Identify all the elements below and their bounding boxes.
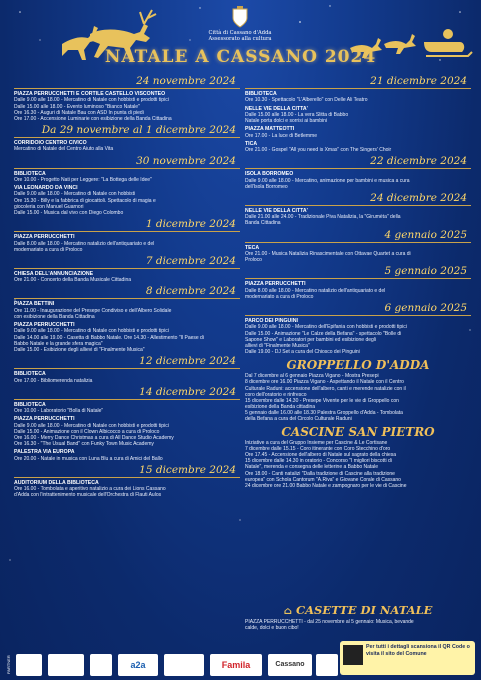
groppello-title: GROPPELLO D'ADDA	[286, 358, 430, 373]
event-line: Ore 20.00 - Natale in musica con Luna Blu a cura di Amici del Ballo	[14, 455, 163, 462]
city-line1: Città di Cassano d'Adda	[208, 30, 272, 36]
event-line: Ore 17.00 - La luce di Betlemme	[245, 132, 317, 139]
event-line: Ore 15.30 - Billy e la fabbrica di giocattoli. Spettacolo di magia e	[14, 197, 156, 204]
day-section	[14, 386, 240, 462]
venue-name: PIAZZA BETTINI	[14, 301, 55, 308]
day-section	[14, 218, 240, 253]
event-line: Ore 17.00 - Bibliomerenda natalizia	[14, 377, 93, 384]
date-heading: 30 novembre 2024	[14, 155, 240, 169]
venue-name: PIAZZA PERRUCCHETTI	[14, 322, 75, 329]
event-line: d'Adda con l'intrattenimento musicale dell'Orchestra di Flauti Aulos	[14, 492, 162, 499]
event-line: Dalle 8.00 alle 18.00 - Mercatino natalizio dell'antiquariato e del	[245, 287, 386, 294]
groppello-line: coro dell'oratorio e rinfresco	[245, 391, 307, 398]
sponsor-logo	[164, 654, 204, 676]
venue-name: BIBLIOTECA	[14, 170, 46, 177]
day-section	[245, 75, 471, 153]
cascine-line: Natale", merenda e consegna delle letterine a Babbo Natale	[245, 464, 378, 471]
venue-name: BIBLIOTECA	[14, 371, 46, 378]
event-line: Ore 16.30 - "The Usual Band" con Funky Town Music Academy	[14, 441, 154, 448]
venue-name: AUDITORIUM DELLA BIBLIOTECA	[14, 479, 99, 486]
date-heading: 1 dicembre 2024	[14, 218, 240, 232]
date-heading: 7 dicembre 2024	[14, 255, 240, 269]
event-line: Dalle 15.00 - Animazione con il Clown Albicocco a cura di Proloco	[14, 428, 160, 435]
event-line: Dalle 19.00 - DJ Set a cura del Chiosco dei Pinguini	[245, 349, 360, 356]
cascine-title: CASCINE SAN PIETRO	[281, 425, 435, 440]
header	[0, 0, 481, 74]
date-heading: 14 dicembre 2024	[14, 386, 240, 400]
event-line: Mercatino di Natale del Centro Aiuto alla Vita	[14, 146, 114, 153]
sponsor-logo	[16, 654, 42, 676]
venue-name: NELLE VIE DELLA CITTA'	[245, 105, 308, 112]
event-line: Ore 10.00 - Laboratorio "Bolla di Natale"	[14, 408, 104, 415]
venue-name: ISOLA BORROMEO	[245, 171, 294, 178]
event-line: Banda Cittadina	[245, 220, 281, 227]
sponsor-a2a: a2a	[118, 654, 158, 676]
event-line: Dalle 8.00 alle 18.00 - Mercatino natalizio dell'antiquariato e del	[14, 240, 155, 247]
event-line: Dalle 15.00 alle 18.00 - Evento luminoso "Bianco Natale"	[14, 103, 140, 110]
date-heading: 12 dicembre 2024	[14, 355, 240, 369]
event-line: Dalle 21.00 alle 24.00 - Tradizionale Piva Natalizia, la "Girumèta" della	[245, 214, 401, 221]
date-heading: Da 29 novembre al 1 dicembre 2024	[14, 124, 240, 138]
event-line: Natale porta dolci e sorrisi ai bambini	[245, 118, 327, 124]
day-section	[14, 355, 240, 384]
day-section	[14, 75, 240, 122]
event-line: Dalle 15.00 - Esibizione degli allievi di "Finalmente Musica"	[14, 347, 145, 354]
day-section	[14, 255, 240, 284]
venue-name: BIBLIOTECA	[245, 91, 277, 97]
date-heading: 6 gennaio 2025	[245, 302, 471, 316]
city-name	[200, 30, 280, 42]
venue-name: PALESTRA VIA EUROPA	[14, 449, 75, 456]
casette-title-text: CASETTE DI NATALE	[295, 603, 433, 617]
date-heading: 24 novembre 2024	[14, 75, 240, 89]
event-line: Ore 21.00 - Concerto della Banda Musicale Cittadina	[14, 277, 132, 284]
event-line: allievi di "Finalmente Musica"	[245, 342, 310, 349]
event-line: Ore 16.00 - Merry Dance Christmas a cura di All Dance Studio Academy	[14, 434, 174, 441]
date-heading: 21 dicembre 2024	[245, 75, 471, 89]
groppello-line: della Befana a cura del Circolo Culturale Raduni	[245, 415, 352, 422]
day-section	[245, 155, 471, 190]
venue-name: PARCO DEI PINGUINI	[245, 318, 298, 325]
qr-info-box[interactable]	[340, 641, 475, 675]
qr-code[interactable]	[343, 645, 363, 665]
event-line: Dalle 9.00 alle 18.00 - Mercatino dell'Epifania con hobbisti e prodotti tipici	[245, 324, 407, 331]
day-section	[14, 285, 240, 353]
date-heading: 15 dicembre 2024	[14, 464, 240, 478]
venue-name: VIA LEONARDO DA VINCI	[14, 185, 78, 192]
event-line: Dalle 9.00 alle 18.00 - Mercatino di Natale con hobbisti e prodotti tipici	[14, 328, 169, 335]
page-title: NATALE A CASSANO 2024	[104, 47, 377, 67]
event-line: Dalle 9.00 alle 18.00 - Mercatino di Natale con hobbisti e prodotti tipici	[14, 422, 169, 429]
date-heading: 24 dicembre 2024	[245, 192, 471, 206]
day-section	[245, 192, 471, 227]
cascine-line: 24 dicembre ore 21.00 Babbo Natale e zampognaro per le vie di Cascine	[245, 482, 407, 489]
day-section	[245, 265, 471, 300]
venue-name: TICA	[245, 140, 258, 147]
event-line: Ore 10.30 - Spettacolo "L'Alberello" con Delle Ali Teatro	[245, 97, 368, 104]
event-line: Ore 16.30 - Auguri di Natale Bau con ASD In punta di piedi	[14, 109, 144, 116]
event-line: Dalle 15.00 alle 18.00 - La vera Slitta di Babbo	[245, 111, 349, 118]
venue-name: CORRIDOIO CENTRO CIVICO	[14, 140, 87, 147]
sponsor-cassano: Cassano	[268, 654, 312, 676]
day-section	[14, 124, 240, 153]
sponsor-logo	[316, 654, 338, 676]
cascine-line: Iniziative a cura del Gruppo Insieme per Cascine & Le Cortisane	[245, 440, 388, 447]
date-heading: 5 gennaio 2025	[245, 265, 471, 279]
casette-section	[245, 603, 471, 631]
event-line: dell'Isola Borromeo	[245, 183, 288, 190]
qr-text: Per tutti i dettagli scansiona il QR Code o visita il sito del Comune	[366, 644, 470, 657]
house-icon: ⌂	[283, 606, 292, 617]
event-line: Proloco	[245, 257, 262, 264]
event-line: giocoleria con Manuel Guarnori	[14, 203, 84, 210]
venue-name: PIAZZA PERRUCCHETTI	[14, 416, 75, 423]
sponsor-logo	[90, 654, 112, 676]
day-section	[14, 464, 240, 499]
day-section	[245, 229, 471, 264]
casette-line2: calde, dolci e buon cibo!	[245, 625, 299, 632]
date-heading: 4 gennaio 2025	[245, 229, 471, 243]
cascine-line: 15 dicembre dalle 14.30 in oratorio - Concorso "I migliori biscotti di	[245, 458, 392, 465]
right-column	[245, 75, 471, 489]
cascine-line: Ore 18.00 - Canti natalizi "Dalla tradizione di Cascine alla tradizione	[245, 470, 395, 477]
event-line: modernariato a cura di Proloco	[245, 293, 314, 300]
groppello-line: Culturale Raduni: accensione dell'albero, canti e merende natalizie con il	[245, 385, 406, 392]
casette-title	[245, 603, 471, 617]
event-line: Ore 21.00 - Gospel "All you need is Xmas" con The Singers' Choir	[245, 147, 392, 153]
date-heading: 8 dicembre 2024	[14, 285, 240, 299]
sponsors-bar	[4, 650, 340, 678]
day-section	[14, 155, 240, 217]
venue-name: NELLE VIE DELLA CITTA'	[245, 207, 308, 214]
event-line: Babbo Natale e la grande sfera magica"	[14, 340, 103, 347]
groppello-line: Dal 7 dicembre al 6 gennaio Piazza Vigano - Mostra Presepi	[245, 373, 379, 380]
event-line: Ore 11.00 - Inaugurazione del Presepe Condiviso e dell'Albero Solidale	[14, 307, 172, 314]
event-line: Dalle 9.00 alle 18.00 - Mercatino di Natale con hobbisti e prodotti tipici	[14, 97, 169, 104]
groppello-line: 8 dicembre ore 16.00 Piazza Vigano - Aspettando il Natale con il Centro	[245, 379, 404, 386]
venue-name: PIAZZA MATTEOTTI	[245, 126, 295, 133]
sponsor-logo	[48, 654, 84, 676]
event-line: Dalle 9.00 alle 18.00 - Mercatino, animazione per bambini e musica a cura	[245, 177, 410, 184]
event-line: Sapone Show" e Laboratori per bambini ed esibizione degli	[245, 336, 377, 343]
cascine-line: europea" con Schola Cantorum "A.Riva" e Giovane Corale di Cassano	[245, 476, 401, 483]
sponsor-famila: Famila	[210, 654, 262, 676]
venue-name: PIAZZA PERRUCCHETTI	[245, 281, 306, 288]
event-line: Ore 17.00 - Accensione Luminarie con esibizione della Banda Cittadina	[14, 115, 172, 122]
event-line: Ore 16.00 - Tombolata e aperitivo natalizio a cura dei Lions Cassano	[14, 486, 166, 493]
event-line: Ore 21.00 - Musica Natalizia Rinascimentale con Ottavae Quartet a cura di	[245, 250, 411, 257]
event-line: Ore 10.00 - Progetto Nati per Leggere: "La Bottega delle Idee"	[14, 176, 152, 183]
city-line2: Assessorato alla cultura	[208, 36, 272, 42]
city-crest-icon	[231, 6, 249, 28]
cascine-line: 7 dicembre dalle 15.15 - Coro itinerante con Coro Stecchino d'oro	[245, 446, 391, 453]
groppello-line: 15 dicembre dalle 14.30 - Presepe Vivente per le vie di Groppello con	[245, 397, 399, 404]
event-line: Dalle 15.00 - Musica dal vivo con Diego Colombo	[14, 210, 124, 217]
event-line: modernariato a cura di Proloco	[14, 246, 83, 253]
date-heading: 22 dicembre 2024	[245, 155, 471, 169]
casette-line1: PIAZZA PERRUCCHETTI - dal 25 novembre al 5 gennaio: Musica, bevande	[245, 619, 414, 625]
partner-label: PARTNER	[6, 655, 11, 674]
groppello-line: 5 gennaio dalle 16.00 alle 18.30 Palestra Groppello d'Adda - Tombolata	[245, 409, 403, 416]
left-column	[14, 75, 240, 501]
day-section	[245, 302, 471, 355]
cascine-line: Ore 17.45 - Accensione dell'albero di Natale sul sagrato della chiesa	[245, 452, 397, 459]
venue-name: CHIESA DELL'ANNUNCIAZIONE	[14, 270, 94, 277]
event-line: Dalle 9.00 alle 18.00 - Mercatino di Natale con hobbisti	[14, 191, 136, 198]
event-line: Dalle 15.00 - Animazione "Le Calze della Befana" - spettacolo "Bolle di	[245, 330, 402, 337]
event-line: Dalle 14.00 alle 19.00 - Casetta di Babbo Natale. Ore 14.30 - Allestimento "Il Paese di	[14, 334, 204, 341]
venue-name: TECA	[245, 244, 260, 251]
event-line: con esibizione della Banda Cittadina	[14, 313, 95, 320]
groppello-line: esibizione della Banda cittadina	[245, 403, 316, 410]
venue-name: PIAZZA PERRUCCHETTI	[14, 234, 75, 241]
venue-name: BIBLIOTECA	[14, 401, 46, 408]
venue-name: PIAZZA PERRUCCHETTI E CORTILE CASTELLO VISCONTEO	[14, 91, 166, 97]
